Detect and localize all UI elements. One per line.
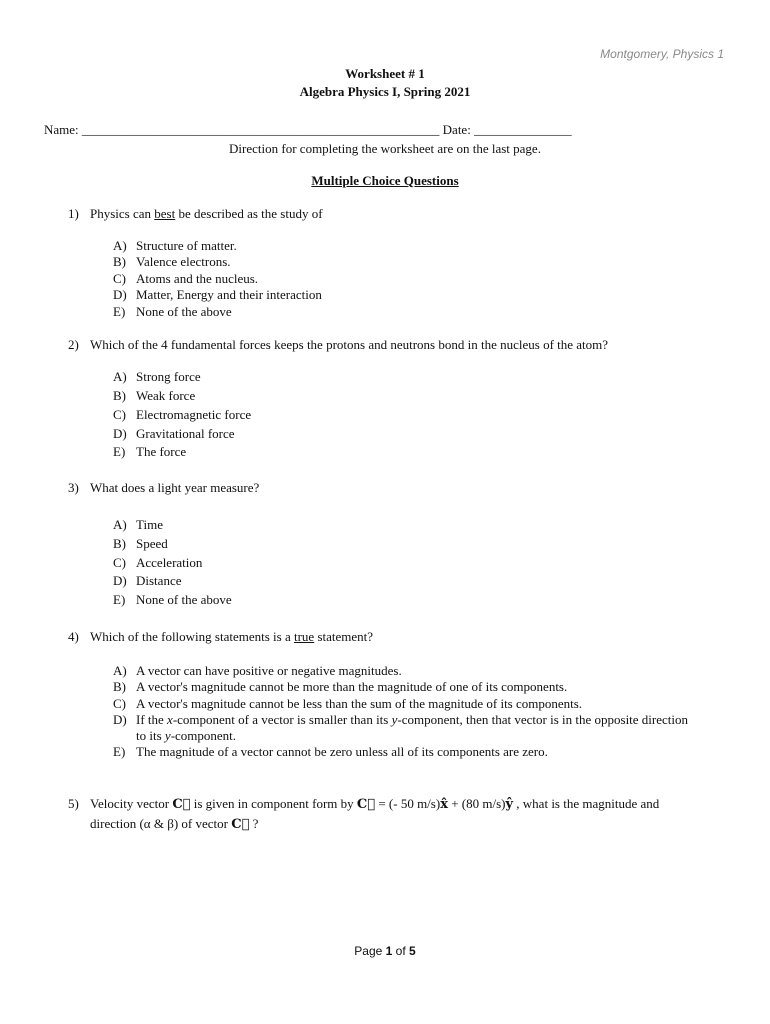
page-number: 1 — [385, 944, 393, 958]
question-1 — [68, 206, 323, 222]
option-3d — [113, 573, 181, 589]
question-text: Physics can — [90, 206, 155, 221]
option-letter: E) — [113, 444, 126, 459]
option-text: A vector's magnitude cannot be less than the sum of the magnitude of its components. — [136, 696, 583, 711]
option-3b — [113, 536, 168, 552]
question-5-continued — [90, 816, 258, 832]
question-text: + (80 m/s) — [447, 796, 506, 811]
option-letter: C) — [113, 696, 126, 711]
question-number: 3) — [68, 480, 79, 495]
option-text: Strong force — [136, 369, 201, 384]
question-text: direction (α & β) of vector — [90, 816, 232, 831]
name-blank: _______________________________________________________ — [81, 122, 440, 137]
header-author: Montgomery, Physics 1 — [600, 47, 724, 61]
question-text: = (- 50 m/s) — [375, 796, 441, 811]
option-letter: A) — [113, 238, 127, 253]
option-4c — [113, 696, 582, 712]
option-letter: A) — [113, 517, 127, 532]
question-number: 5) — [68, 796, 79, 811]
option-letter: C) — [113, 407, 126, 422]
option-2b — [113, 388, 195, 404]
option-1a — [113, 238, 237, 254]
question-text: ? — [249, 816, 259, 831]
worksheet-title: Worksheet # 1 — [345, 66, 425, 81]
question-2 — [68, 337, 608, 353]
question-5 — [68, 796, 659, 812]
question-text: , what is the magnitude and — [513, 796, 660, 811]
underlined-word: best — [154, 206, 176, 221]
question-text: Velocity vector — [90, 796, 173, 811]
option-text: Atoms and the nucleus. — [136, 271, 259, 286]
question-4 — [68, 629, 373, 645]
option-1e — [113, 304, 232, 320]
question-text: Which of the following statements is a — [90, 629, 294, 644]
option-text: to its — [136, 728, 165, 743]
option-letter: B) — [113, 679, 126, 694]
option-text: -component, then that vector is in the opposite direction — [397, 712, 689, 727]
option-3c — [113, 555, 202, 571]
option-letter: C) — [113, 555, 126, 570]
option-letter: D) — [113, 573, 127, 588]
question-text: be described as the study of — [175, 206, 323, 221]
option-text: None of the above — [136, 592, 232, 607]
option-2c — [113, 407, 251, 423]
option-text: Distance — [136, 573, 182, 588]
question-text: What does a light year measure? — [90, 480, 260, 495]
italic-variable: y — [391, 712, 398, 727]
of-label: of — [395, 944, 406, 958]
name-label: Name: — [44, 122, 79, 137]
question-text: is given in component form by — [190, 796, 357, 811]
option-text: Acceleration — [136, 555, 203, 570]
question-text: Which of the 4 fundamental forces keeps the protons and neutrons bond in the nucleus of the atom? — [90, 337, 609, 352]
option-4d-continued — [136, 728, 236, 744]
option-text: Gravitational force — [136, 426, 235, 441]
vector-c-symbol: C⃗ — [356, 797, 376, 812]
x-unit-vector: x̂ — [440, 797, 448, 812]
option-3a — [113, 517, 163, 533]
option-text: The magnitude of a vector cannot be zero unless all of its components are zero. — [136, 744, 548, 759]
option-2a — [113, 369, 201, 385]
option-3e — [113, 592, 232, 608]
option-text: A vector's magnitude cannot be more than the magnitude of one of its components. — [136, 679, 568, 694]
option-letter: E) — [113, 744, 126, 759]
italic-variable: y — [164, 728, 171, 743]
vector-c-symbol: C⃗ — [172, 797, 191, 812]
option-letter: D) — [113, 426, 127, 441]
y-unit-vector: ŷ — [505, 797, 514, 812]
option-4a — [113, 663, 402, 679]
option-letter: D) — [113, 712, 127, 727]
option-4b — [113, 679, 567, 695]
name-date-line — [44, 122, 572, 138]
option-text: Valence electrons. — [136, 254, 231, 269]
vector-c-symbol: C⃗ — [231, 817, 250, 832]
section-title: Multiple Choice Questions — [311, 173, 459, 188]
option-text: Matter, Energy and their interaction — [136, 287, 322, 302]
underlined-word: true — [293, 629, 315, 644]
option-letter: E) — [113, 592, 126, 607]
option-letter: E) — [113, 304, 126, 319]
option-letter: B) — [113, 536, 126, 551]
page-total: 5 — [409, 944, 416, 958]
option-text: Electromagnetic force — [136, 407, 252, 422]
option-2d — [113, 426, 235, 442]
option-text: Time — [136, 517, 163, 532]
option-letter: A) — [113, 663, 127, 678]
option-text: If the — [136, 712, 168, 727]
option-letter: D) — [113, 287, 127, 302]
option-2e — [113, 444, 186, 460]
direction-text: Direction for completing the worksheet are on the last page. — [229, 141, 541, 156]
question-3 — [68, 480, 259, 496]
italic-variable: x — [167, 712, 173, 727]
option-text: The force — [136, 444, 187, 459]
question-text: statement? — [314, 629, 374, 644]
option-4e — [113, 744, 548, 760]
option-text: -component. — [170, 728, 237, 743]
option-text: A vector can have positive or negative magnitudes. — [136, 663, 402, 678]
option-letter: B) — [113, 388, 126, 403]
option-text: -component of a vector is smaller than its — [172, 712, 392, 727]
option-letter: A) — [113, 369, 127, 384]
page-label: Page — [354, 944, 383, 958]
option-1c — [113, 271, 258, 287]
date-label: Date: — [442, 122, 471, 137]
question-number: 2) — [68, 337, 79, 352]
course-title: Algebra Physics I, Spring 2021 — [299, 84, 471, 99]
option-1b — [113, 254, 231, 270]
question-number: 4) — [68, 629, 79, 644]
page-footer — [0, 944, 770, 958]
date-blank: _______________ — [474, 122, 572, 137]
option-text: Speed — [136, 536, 168, 551]
option-letter: B) — [113, 254, 126, 269]
option-4d — [113, 712, 688, 728]
option-text: Structure of matter. — [136, 238, 237, 253]
question-number: 1) — [68, 206, 79, 221]
option-1d — [113, 287, 322, 303]
option-letter: C) — [113, 271, 126, 286]
option-text: None of the above — [136, 304, 232, 319]
option-text: Weak force — [136, 388, 196, 403]
